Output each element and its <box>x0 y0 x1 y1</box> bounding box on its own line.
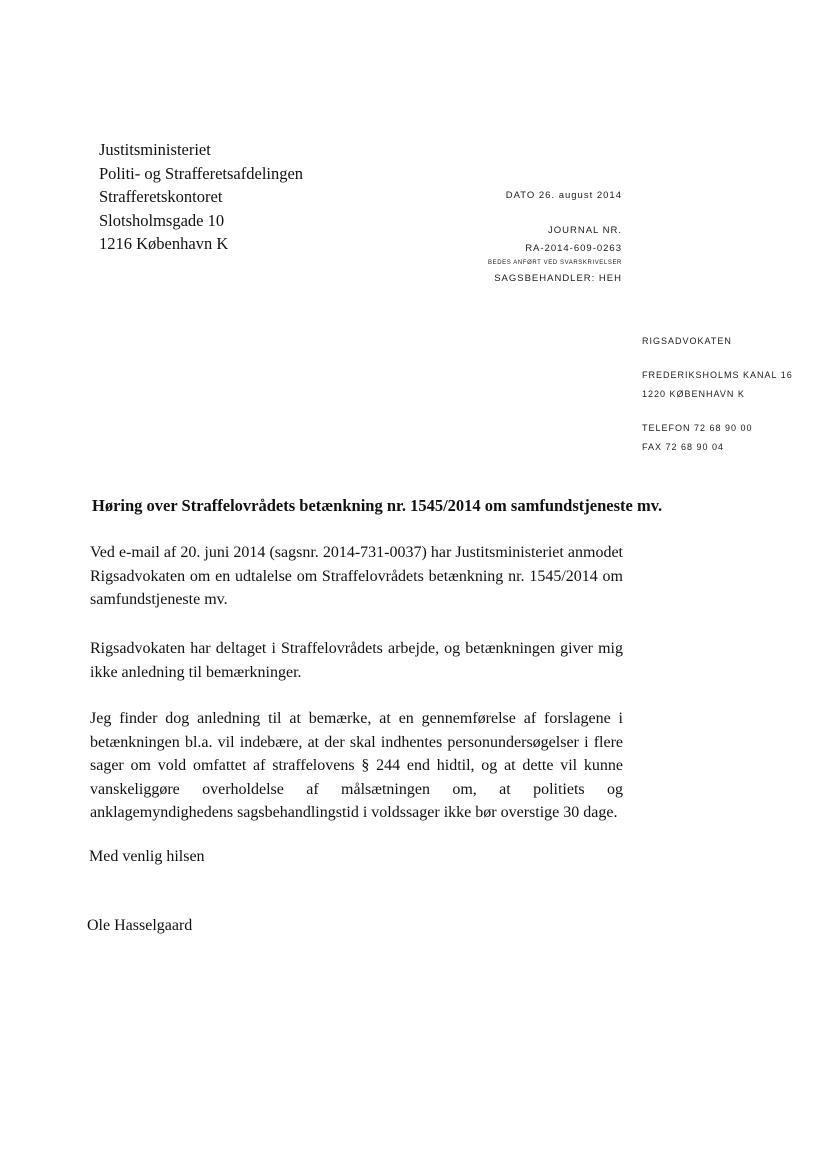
body-paragraph: Jeg finder dog anledning til at bemærke, at en gennemførelse af forslagene i betænkningen bl.a. vil indebære, at der skal indhentes personundersøgelser i flere sager om vold omfattet af straffelovens § 244 end hidtil, og at dette vil kunne vanskeliggøre overholdelse af målsætningen om, at politiets og anklagemyndighedens sagsbehandlingstid i voldssager ikke bør overstige 30 dage. <box>90 710 623 821</box>
recipient-line: Slotsholmsgade 10 <box>99 210 225 230</box>
body-paragraph: Ved e-mail af 20. juni 2014 (sagsnr. 2014-731-0037) har Justitsministeriet anmodet Rigsadvokaten om en udtalelse om Straffelovrådets betænkning nr. 1545/2014 om samfundstjeneste mv. <box>90 544 623 608</box>
letter-metadata <box>488 190 622 284</box>
reply-note: BEDES ANFØRT VED SVARSKRIVELSER <box>488 260 622 266</box>
journal-number: RA-2014-609-0263 <box>525 243 622 254</box>
recipient-line: Strafferetskontoret <box>99 187 223 206</box>
body-paragraph: Rigsadvokaten har deltaget i Straffelovrådets arbejde, og betænkningen giver mig ikke anledning til bemærkninger. <box>90 640 623 681</box>
sender-street: FREDERIKSHOLMS KANAL 16 <box>642 370 793 380</box>
sender-city: 1220 KØBENHAVN K <box>642 389 745 399</box>
sender-phone: TELEFON 72 68 90 00 <box>642 423 753 433</box>
letter-date: DATO 26. august 2014 <box>505 190 622 201</box>
sender-name: RIGSADVOKATEN <box>642 336 732 346</box>
case-handler: SAGSBEHANDLER: HEH <box>494 273 622 284</box>
journal-label: JOURNAL NR. <box>548 225 622 236</box>
sender-fax: FAX 72 68 90 04 <box>642 442 725 452</box>
recipient-line: Politi- og Strafferetsafdelingen <box>99 163 304 183</box>
signature-name: Ole Hasselgaard <box>87 917 193 934</box>
letter-subject: Høring over Straffelovrådets betænkning nr. 1545/2014 om samfundstjeneste mv. <box>92 496 663 515</box>
recipient-line: 1216 København K <box>99 234 229 253</box>
closing-salutation: Med venlig hilsen <box>89 848 205 865</box>
recipient-line: Justitsministeriet <box>99 140 211 159</box>
sender-address <box>642 336 793 452</box>
recipient-address <box>99 138 303 256</box>
